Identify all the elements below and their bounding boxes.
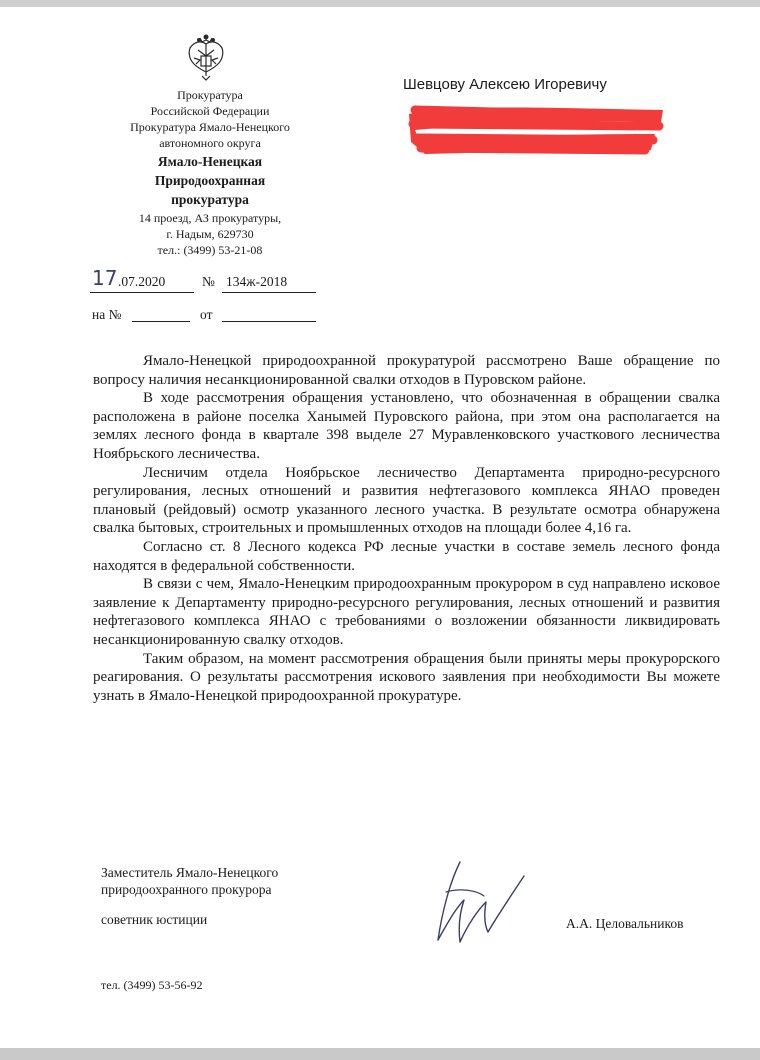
ref-label: на № xyxy=(92,307,122,322)
header-line-1: Прокуратура xyxy=(177,88,243,102)
paragraph-5: В связи с чем, Ямало-Ненецким природоохранным прокурором в суд направлено исковое заявление к Департаменту природно-ресурсного регулирования, лесных отношений и развития нефтегазового комплекса ЯНАО с требованиями о возложении обязанности ликвидировать несанкционированную свалку отходов. xyxy=(93,576,720,648)
header-line-2: Российской Федерации xyxy=(150,104,270,118)
paragraph-1: Ямало-Ненецкой природоохранной прокуратурой рассмотрено Ваше обращение по вопросу наличия несанкционированной свалки отходов в Пуровском районе. xyxy=(93,353,720,388)
ref-underline xyxy=(132,321,190,322)
coat-of-arms-icon xyxy=(180,32,232,84)
address-line-1: 14 проезд, АЗ прокуратуры, xyxy=(138,211,282,225)
number-label: № xyxy=(202,274,215,289)
signer-position-line-2: природоохранного прокурора xyxy=(101,882,272,897)
header-line-4: автономного округа xyxy=(159,136,261,150)
org-name-line-2: Природоохранная xyxy=(154,173,266,188)
footer-phone: тел. (3499) 53-56-92 xyxy=(101,978,203,992)
letter-body xyxy=(93,352,720,705)
top-frame-bar xyxy=(0,0,760,7)
paragraph-4: Согласно ст. 8 Лесного кодекса РФ лесные участки в составе земель лесного фонда находятся в федеральной собственности. xyxy=(93,538,720,574)
number-underline xyxy=(222,292,316,293)
paragraph-6: Таким образом, на момент рассмотрения обращения были приняты меры прокурорского реагирования. О результаты рассмотрения искового заявления при необходимости Вы можете узнать в Ямало-Ненецкой природоохранной прокуратуре. xyxy=(93,650,720,704)
org-name-line-1: Ямало-Ненецкая xyxy=(157,154,263,169)
signer-position-line-1: Заместитель Ямало-Ненецкого xyxy=(101,865,279,880)
signer-name: А.А. Целовальников xyxy=(566,916,684,931)
signer-rank: советник юстиции xyxy=(101,912,208,927)
number-value: 134ж-2018 xyxy=(226,274,288,289)
header-line-3: Прокуратура Ямало-Ненецкого xyxy=(130,120,290,134)
redaction-scribble xyxy=(405,100,667,158)
address-line-2: г. Надым, 629730 xyxy=(166,227,254,241)
date-underline xyxy=(90,292,194,293)
from-underline xyxy=(222,321,316,322)
org-name-line-3: прокуратура xyxy=(171,192,249,207)
handwritten-day: 17 xyxy=(92,266,118,290)
from-label: от xyxy=(200,307,213,322)
date-value: .07.2020 xyxy=(118,274,166,289)
phone-line: тел.: (3499) 53-21-08 xyxy=(157,243,263,257)
paragraph-2: В ходе рассмотрения обращения установлено, что обозначенная в обращении свалка расположена в районе поселка Ханымей Пуровского района, при этом она располагается на землях лесного фонда в квартале 398 выделе 27 Муравленковского участкового лесничества Ноябрьского лесничества. xyxy=(93,390,720,462)
handwritten-signature xyxy=(420,852,540,952)
addressee-name: Шевцову Алексею Игоревичу xyxy=(403,76,607,93)
paragraph-3: Лесничим отдела Ноябрьское лесничество Департамента природно-ресурсного регулирования, лесных отношений и развития нефтегазового комплекса ЯНАО проведен плановый (рейдовый) осмотр указанного лесного участка. В результате осмотра обнаружена свалка бытовых, строительных и промышленных отходов на площади более 4,16 га. xyxy=(93,464,720,537)
bottom-frame-bar xyxy=(0,1048,760,1060)
